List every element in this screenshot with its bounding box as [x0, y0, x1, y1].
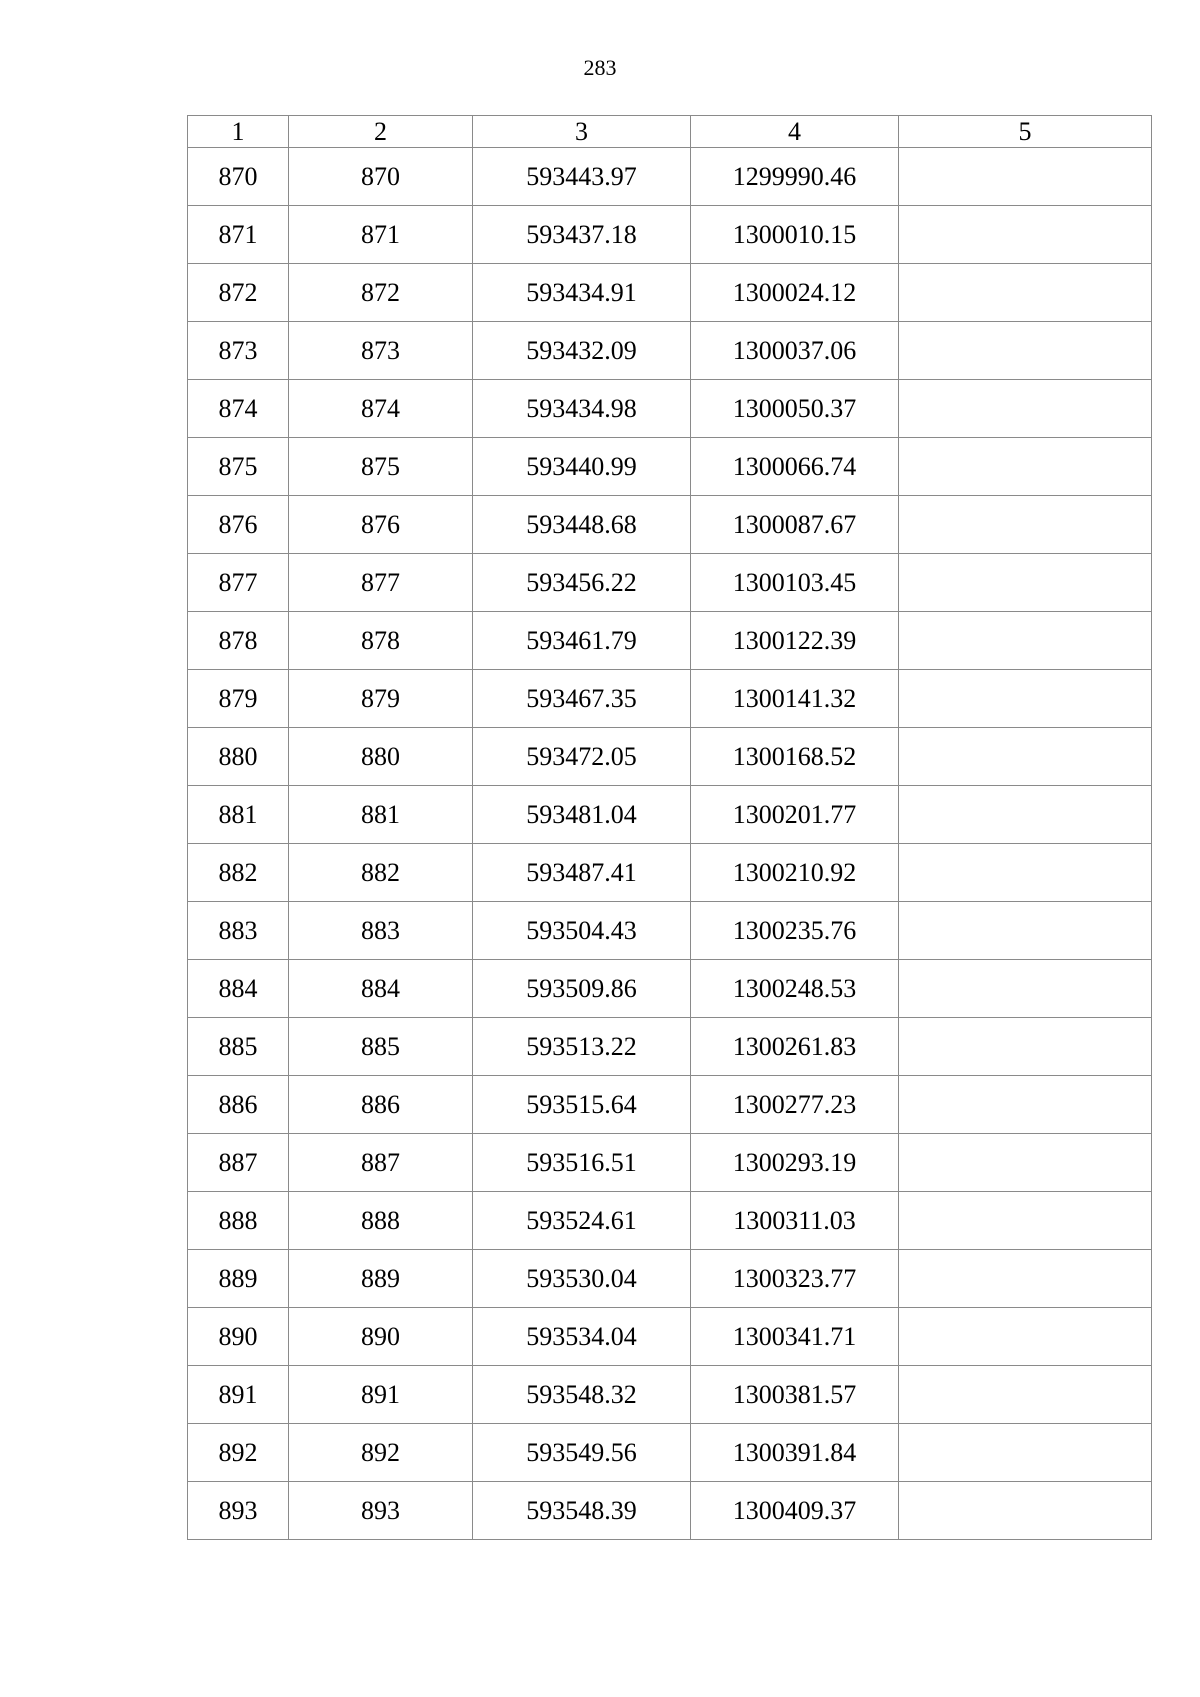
table-cell-col-2: 888 — [289, 1192, 473, 1250]
table-cell-col-1: 873 — [188, 322, 289, 380]
table-row — [188, 148, 1152, 206]
table-cell-col-3: 593487.41 — [473, 844, 691, 902]
table-cell-col-4: 1300381.57 — [691, 1366, 899, 1424]
table-cell-col-5 — [899, 1018, 1152, 1076]
table-row — [188, 438, 1152, 496]
table-row — [188, 728, 1152, 786]
table-cell-col-3: 593530.04 — [473, 1250, 691, 1308]
table-cell-col-2: 889 — [289, 1250, 473, 1308]
table-cell-col-3: 593432.09 — [473, 322, 691, 380]
table-cell-col-5 — [899, 554, 1152, 612]
table-cell-col-1: 892 — [188, 1424, 289, 1482]
table-row — [188, 786, 1152, 844]
table-row — [188, 496, 1152, 554]
table-cell-col-3: 593516.51 — [473, 1134, 691, 1192]
table-cell-col-4: 1300037.06 — [691, 322, 899, 380]
table-cell-col-4: 1300201.77 — [691, 786, 899, 844]
table-cell-col-4: 1300066.74 — [691, 438, 899, 496]
table-cell-col-1: 871 — [188, 206, 289, 264]
page-number: 283 — [583, 55, 617, 80]
table-cell-col-1: 887 — [188, 1134, 289, 1192]
table-cell-col-3: 593472.05 — [473, 728, 691, 786]
column-header-5: 5 — [899, 116, 1152, 148]
table-cell-col-3: 593443.97 — [473, 148, 691, 206]
table-cell-col-5 — [899, 496, 1152, 554]
table-cell-col-3: 593515.64 — [473, 1076, 691, 1134]
table-cell-col-1: 884 — [188, 960, 289, 1018]
table-cell-col-2: 890 — [289, 1308, 473, 1366]
table-cell-col-3: 593448.68 — [473, 496, 691, 554]
table-cell-col-5 — [899, 1076, 1152, 1134]
table-cell-col-2: 882 — [289, 844, 473, 902]
table-cell-col-1: 879 — [188, 670, 289, 728]
table-cell-col-3: 593504.43 — [473, 902, 691, 960]
table-row — [188, 670, 1152, 728]
table-cell-col-1: 878 — [188, 612, 289, 670]
table-cell-col-4: 1300010.15 — [691, 206, 899, 264]
column-header-3: 3 — [473, 116, 691, 148]
coordinates-table — [187, 115, 1152, 1540]
table-row — [188, 1134, 1152, 1192]
table-cell-col-5 — [899, 1366, 1152, 1424]
table-cell-col-4: 1300122.39 — [691, 612, 899, 670]
table-cell-col-4: 1299990.46 — [691, 148, 899, 206]
table-cell-col-5 — [899, 1134, 1152, 1192]
table-cell-col-1: 890 — [188, 1308, 289, 1366]
table-cell-col-1: 880 — [188, 728, 289, 786]
table-cell-col-3: 593509.86 — [473, 960, 691, 1018]
table-cell-col-1: 888 — [188, 1192, 289, 1250]
table-cell-col-3: 593549.56 — [473, 1424, 691, 1482]
table-cell-col-1: 886 — [188, 1076, 289, 1134]
table-row — [188, 1424, 1152, 1482]
table-cell-col-3: 593437.18 — [473, 206, 691, 264]
table-cell-col-4: 1300141.32 — [691, 670, 899, 728]
table-cell-col-3: 593513.22 — [473, 1018, 691, 1076]
table-cell-col-2: 885 — [289, 1018, 473, 1076]
table-cell-col-5 — [899, 786, 1152, 844]
table-cell-col-4: 1300277.23 — [691, 1076, 899, 1134]
table-cell-col-5 — [899, 728, 1152, 786]
table-cell-col-4: 1300050.37 — [691, 380, 899, 438]
table-cell-col-1: 874 — [188, 380, 289, 438]
column-header-4: 4 — [691, 116, 899, 148]
table-cell-col-2: 887 — [289, 1134, 473, 1192]
table-cell-col-5 — [899, 1192, 1152, 1250]
table-cell-col-5 — [899, 206, 1152, 264]
table-cell-col-2: 871 — [289, 206, 473, 264]
table-cell-col-2: 886 — [289, 1076, 473, 1134]
table-row — [188, 322, 1152, 380]
column-header-2: 2 — [289, 116, 473, 148]
table-cell-col-3: 593467.35 — [473, 670, 691, 728]
table-row — [188, 960, 1152, 1018]
table-row — [188, 554, 1152, 612]
table-cell-col-5 — [899, 264, 1152, 322]
table-cell-col-2: 892 — [289, 1424, 473, 1482]
table-row — [188, 612, 1152, 670]
table-cell-col-3: 593548.32 — [473, 1366, 691, 1424]
table-cell-col-4: 1300210.92 — [691, 844, 899, 902]
table-cell-col-2: 877 — [289, 554, 473, 612]
table-cell-col-2: 878 — [289, 612, 473, 670]
table-cell-col-1: 882 — [188, 844, 289, 902]
table-cell-col-3: 593434.91 — [473, 264, 691, 322]
table-cell-col-5 — [899, 960, 1152, 1018]
table-body — [188, 148, 1152, 1540]
table-cell-col-4: 1300248.53 — [691, 960, 899, 1018]
table-cell-col-2: 884 — [289, 960, 473, 1018]
table-cell-col-1: 885 — [188, 1018, 289, 1076]
table-cell-col-4: 1300311.03 — [691, 1192, 899, 1250]
table-cell-col-3: 593456.22 — [473, 554, 691, 612]
header-row — [188, 116, 1152, 148]
table-row — [188, 1076, 1152, 1134]
table-cell-col-2: 876 — [289, 496, 473, 554]
table-cell-col-2: 891 — [289, 1366, 473, 1424]
table-cell-col-4: 1300323.77 — [691, 1250, 899, 1308]
table-row — [188, 264, 1152, 322]
table-cell-col-2: 880 — [289, 728, 473, 786]
table-row — [188, 1250, 1152, 1308]
table-cell-col-1: 889 — [188, 1250, 289, 1308]
table-cell-col-5 — [899, 844, 1152, 902]
table-cell-col-4: 1300341.71 — [691, 1308, 899, 1366]
table-cell-col-2: 881 — [289, 786, 473, 844]
table-cell-col-5 — [899, 670, 1152, 728]
table-cell-col-4: 1300409.37 — [691, 1482, 899, 1540]
table-cell-col-5 — [899, 902, 1152, 960]
table-row — [188, 844, 1152, 902]
table-cell-col-3: 593524.61 — [473, 1192, 691, 1250]
table-row — [188, 1018, 1152, 1076]
table-cell-col-5 — [899, 148, 1152, 206]
table-cell-col-5 — [899, 322, 1152, 380]
table-cell-col-3: 593440.99 — [473, 438, 691, 496]
table-cell-col-5 — [899, 438, 1152, 496]
table-cell-col-3: 593534.04 — [473, 1308, 691, 1366]
column-header-1: 1 — [188, 116, 289, 148]
table-row — [188, 1192, 1152, 1250]
table-cell-col-1: 891 — [188, 1366, 289, 1424]
table-cell-col-5 — [899, 380, 1152, 438]
table-cell-col-1: 893 — [188, 1482, 289, 1540]
table-cell-col-4: 1300024.12 — [691, 264, 899, 322]
table-cell-col-4: 1300087.67 — [691, 496, 899, 554]
table-cell-col-2: 872 — [289, 264, 473, 322]
table-cell-col-3: 593548.39 — [473, 1482, 691, 1540]
table-cell-col-2: 893 — [289, 1482, 473, 1540]
table-cell-col-1: 875 — [188, 438, 289, 496]
table-cell-col-5 — [899, 1250, 1152, 1308]
table-cell-col-2: 873 — [289, 322, 473, 380]
table-cell-col-4: 1300261.83 — [691, 1018, 899, 1076]
table-header — [188, 116, 1152, 148]
table-row — [188, 206, 1152, 264]
table-row — [188, 1366, 1152, 1424]
table-cell-col-1: 870 — [188, 148, 289, 206]
table-cell-col-1: 877 — [188, 554, 289, 612]
table-cell-col-1: 883 — [188, 902, 289, 960]
table-cell-col-3: 593434.98 — [473, 380, 691, 438]
table-cell-col-4: 1300103.45 — [691, 554, 899, 612]
table-cell-col-4: 1300391.84 — [691, 1424, 899, 1482]
table-cell-col-1: 881 — [188, 786, 289, 844]
table-cell-col-3: 593481.04 — [473, 786, 691, 844]
table-cell-col-1: 872 — [188, 264, 289, 322]
table-row — [188, 1308, 1152, 1366]
table-cell-col-2: 874 — [289, 380, 473, 438]
table-row — [188, 380, 1152, 438]
table-cell-col-2: 870 — [289, 148, 473, 206]
table-cell-col-2: 875 — [289, 438, 473, 496]
table-cell-col-5 — [899, 612, 1152, 670]
table-cell-col-5 — [899, 1424, 1152, 1482]
table-cell-col-2: 883 — [289, 902, 473, 960]
table-row — [188, 902, 1152, 960]
table-cell-col-3: 593461.79 — [473, 612, 691, 670]
table-cell-col-5 — [899, 1308, 1152, 1366]
table-cell-col-1: 876 — [188, 496, 289, 554]
table-cell-col-4: 1300235.76 — [691, 902, 899, 960]
table-cell-col-2: 879 — [289, 670, 473, 728]
table-cell-col-5 — [899, 1482, 1152, 1540]
table-row — [188, 1482, 1152, 1540]
table-cell-col-4: 1300168.52 — [691, 728, 899, 786]
table-cell-col-4: 1300293.19 — [691, 1134, 899, 1192]
